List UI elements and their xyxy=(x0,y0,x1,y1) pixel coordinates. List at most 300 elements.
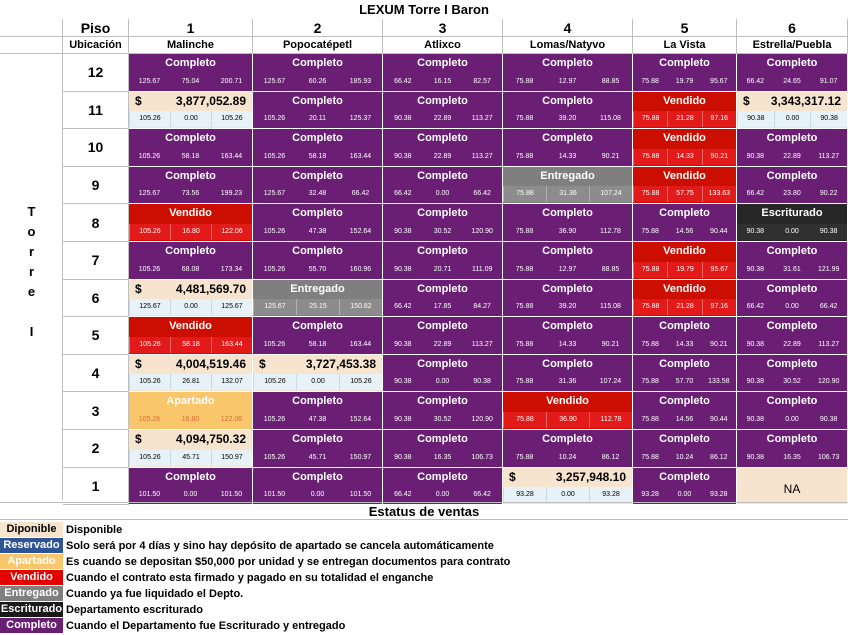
area-value: 199.23 xyxy=(220,190,243,198)
unit-cell[interactable] xyxy=(737,129,848,167)
area-value: 120.90 xyxy=(471,227,493,235)
unit-cell[interactable] xyxy=(737,430,848,468)
unit-cell[interactable] xyxy=(737,317,848,355)
unit-status-label: Completo xyxy=(417,169,468,182)
unit-cell[interactable] xyxy=(737,92,848,130)
unit-status-label: Vendido xyxy=(663,282,706,295)
unit-status-label: NA xyxy=(783,481,801,496)
unit-status-label: Completo xyxy=(165,169,216,182)
unit-area-values xyxy=(503,487,632,503)
area-value: 122.06 xyxy=(220,415,243,423)
area-value: 105.26 xyxy=(263,453,286,461)
tower-letter: T xyxy=(27,204,36,219)
unit-cell[interactable] xyxy=(503,242,633,280)
area-value: 0.00 xyxy=(170,299,211,315)
unit-cell[interactable] xyxy=(737,204,848,242)
unit-cell[interactable] xyxy=(129,92,253,130)
area-value: 125.67 xyxy=(263,77,286,85)
area-value: 14.33 xyxy=(558,340,577,348)
floor-label-12: 12 xyxy=(63,54,129,92)
area-value: 14.33 xyxy=(558,152,577,160)
area-value: 90.38 xyxy=(394,340,412,348)
area-value: 90.44 xyxy=(710,227,728,235)
unit-status-label: Completo xyxy=(542,94,593,107)
unit-cell[interactable] xyxy=(503,204,633,242)
unit-area-values xyxy=(383,111,502,127)
area-value: 0.00 xyxy=(785,227,799,235)
currency-symbol: $ xyxy=(135,432,142,446)
unit-area-values xyxy=(129,487,252,503)
unit-cell[interactable] xyxy=(383,392,503,430)
area-value: 66.42 xyxy=(394,190,412,198)
area-value: 32.48 xyxy=(308,190,327,198)
unit-area-values xyxy=(503,450,632,466)
area-value: 30.52 xyxy=(433,227,452,235)
area-value: 0.00 xyxy=(774,111,811,127)
area-value: 113.27 xyxy=(471,152,493,160)
unit-status-label: Completo xyxy=(292,433,343,445)
area-value: 0.00 xyxy=(435,378,450,386)
floor-label-3: 3 xyxy=(63,392,129,430)
unit-cell[interactable] xyxy=(503,430,633,468)
piso-number-2: 2 xyxy=(253,19,383,37)
area-value: 107.24 xyxy=(599,378,622,386)
area-value: 66.42 xyxy=(351,190,370,198)
area-value: 173.34 xyxy=(220,265,243,273)
unit-status-label: Completo xyxy=(292,470,343,483)
unit-cell[interactable] xyxy=(503,468,633,506)
area-value: 200.71 xyxy=(220,77,243,85)
unit-cell[interactable] xyxy=(503,392,633,430)
area-value: 125.37 xyxy=(349,115,372,123)
floor-label-7: 7 xyxy=(63,242,129,280)
area-value: 105.26 xyxy=(138,415,161,423)
unit-cell[interactable] xyxy=(633,280,737,318)
legend-description: Disponible xyxy=(66,524,123,536)
currency-symbol: $ xyxy=(259,356,266,371)
area-value: 75.88 xyxy=(633,299,667,315)
unit-cell[interactable] xyxy=(633,54,737,92)
piso-number-6: 6 xyxy=(737,19,848,37)
unit-cell[interactable] xyxy=(383,129,503,167)
area-value: 75.88 xyxy=(633,111,667,127)
unit-status-label: Completo xyxy=(766,395,818,408)
unit-price: 3,727,453.38 xyxy=(305,356,376,371)
unit-cell[interactable] xyxy=(129,280,253,318)
area-value: 66.42 xyxy=(394,303,412,311)
area-value: 90.21 xyxy=(710,340,728,348)
unit-cell[interactable] xyxy=(633,204,737,242)
area-value: 75.88 xyxy=(641,415,659,423)
unit-cell[interactable] xyxy=(129,430,253,468)
unit-status-label: Completo xyxy=(542,282,593,295)
area-value: 12.97 xyxy=(558,77,577,85)
unit-area-values xyxy=(253,186,382,202)
unit-cell[interactable] xyxy=(383,430,503,468)
unit-area-values xyxy=(129,186,252,202)
area-value: 16.35 xyxy=(433,453,452,461)
unit-status-label: Completo xyxy=(417,207,468,220)
unit-status-label: Completo xyxy=(292,245,343,257)
unit-cell[interactable] xyxy=(129,242,253,280)
unit-cell[interactable] xyxy=(737,392,848,430)
tower-letter: I xyxy=(29,324,34,339)
unit-status-label xyxy=(129,430,252,449)
unit-cell[interactable] xyxy=(503,317,633,355)
legend-description: Cuando ya fue liquidado el Depto. xyxy=(66,588,244,600)
unit-cell[interactable] xyxy=(737,355,848,393)
area-value: 163.44 xyxy=(211,337,252,353)
area-value: 163.44 xyxy=(220,152,243,160)
area-value: 101.50 xyxy=(349,491,372,499)
floor-label-6: 6 xyxy=(63,280,129,318)
area-value: 75.88 xyxy=(515,115,534,123)
unit-area-values xyxy=(633,337,736,353)
unit-area-values xyxy=(253,337,382,353)
unit-status-label: Vendido xyxy=(169,207,212,220)
area-value: 75.88 xyxy=(515,265,534,273)
area-value: 163.44 xyxy=(349,340,372,348)
piso-number-1: 1 xyxy=(129,19,253,37)
unit-cell[interactable] xyxy=(633,167,737,205)
floor-label-9: 9 xyxy=(63,167,129,205)
unit-area-values xyxy=(503,412,632,428)
area-value: 97.16 xyxy=(702,299,736,315)
unit-cell[interactable] xyxy=(383,468,503,506)
area-value: 30.52 xyxy=(433,415,452,423)
unit-area-values xyxy=(253,412,382,428)
floor-label-5: 5 xyxy=(63,317,129,355)
area-value: 90.38 xyxy=(746,378,765,386)
unit-cell[interactable] xyxy=(633,317,737,355)
area-value: 152.64 xyxy=(349,415,372,423)
unit-area-values xyxy=(633,224,736,240)
unit-cell[interactable] xyxy=(383,204,503,242)
area-value: 90.38 xyxy=(819,227,838,235)
unit-cell[interactable] xyxy=(633,392,737,430)
unit-area-values xyxy=(503,224,632,240)
unit-status-label xyxy=(129,355,252,374)
unit-cell[interactable] xyxy=(129,317,253,355)
unit-cell[interactable] xyxy=(253,204,383,242)
area-value: 90.22 xyxy=(819,190,838,198)
unit-cell[interactable] xyxy=(633,468,737,506)
unit-status-label: Completo xyxy=(417,357,468,370)
area-value: 111.09 xyxy=(471,265,493,273)
area-value: 36.90 xyxy=(546,412,589,428)
legend-row-completo xyxy=(0,618,848,634)
area-value: 55.70 xyxy=(308,265,327,273)
area-value: 66.42 xyxy=(819,303,838,311)
area-value: 30.52 xyxy=(783,378,801,386)
unit-status-label: Completo xyxy=(417,470,468,483)
unit-cell[interactable] xyxy=(383,355,503,393)
tower-letter: e xyxy=(27,284,36,299)
currency-symbol: $ xyxy=(135,281,142,296)
unit-cell[interactable] xyxy=(633,242,737,280)
unit-cell[interactable] xyxy=(253,468,383,506)
area-value: 22.89 xyxy=(433,115,452,123)
area-value: 101.50 xyxy=(138,491,161,499)
area-value: 120.90 xyxy=(817,378,840,386)
unit-cell[interactable] xyxy=(737,167,848,205)
unit-area-values xyxy=(383,374,502,390)
unit-status-label: Completo xyxy=(659,470,710,483)
unit-cell[interactable] xyxy=(383,167,503,205)
legend-row-entregado xyxy=(0,586,848,602)
unit-status-label: Completo xyxy=(417,433,468,445)
unit-cell[interactable] xyxy=(383,54,503,92)
unit-cell[interactable] xyxy=(503,167,633,205)
unit-status-label: Completo xyxy=(766,57,818,69)
unit-cell[interactable] xyxy=(253,92,383,130)
unit-status-label: Completo xyxy=(165,132,216,145)
unit-status-label: Apartado xyxy=(166,395,215,408)
legend-title: Estatus de ventas xyxy=(0,502,848,520)
unit-cell[interactable] xyxy=(503,92,633,130)
unit-status-label: Completo xyxy=(766,357,818,370)
unit-area-values xyxy=(129,374,252,390)
area-value: 75.88 xyxy=(633,262,667,278)
unit-status-label: Vendido xyxy=(546,395,589,408)
area-value: 121.99 xyxy=(817,265,840,273)
unit-cell[interactable] xyxy=(253,54,383,92)
area-value: 75.88 xyxy=(515,227,534,235)
unit-cell[interactable] xyxy=(737,280,848,318)
unit-cell[interactable] xyxy=(633,430,737,468)
unit-cell[interactable] xyxy=(503,355,633,393)
unit-cell[interactable] xyxy=(253,242,383,280)
unit-area-values xyxy=(633,450,736,466)
unit-status-label xyxy=(129,280,252,299)
area-value: 20.11 xyxy=(309,115,326,123)
legend-row-reservado xyxy=(0,538,848,554)
area-value: 36.90 xyxy=(558,227,577,235)
area-value: 105.26 xyxy=(138,152,161,160)
area-value: 95.67 xyxy=(702,262,736,278)
area-value: 75.88 xyxy=(515,378,534,386)
unit-area-values xyxy=(253,111,382,127)
area-value: 86.12 xyxy=(710,453,728,461)
area-value: 152.64 xyxy=(349,227,372,235)
unit-cell[interactable] xyxy=(383,92,503,130)
unit-status-label: Entregado xyxy=(290,282,345,295)
unit-area-values xyxy=(737,74,847,90)
legend-description: Departamento escriturado xyxy=(66,604,203,616)
piso-header: Piso xyxy=(63,19,129,37)
unit-area-values xyxy=(633,374,736,390)
unit-cell[interactable] xyxy=(253,355,383,393)
area-value: 0.00 xyxy=(677,491,692,499)
floor-label-2: 2 xyxy=(63,430,129,468)
piso-number-3: 3 xyxy=(383,19,503,37)
unit-status-label: Completo xyxy=(417,132,468,145)
unit-status-label: Completo xyxy=(766,320,818,333)
legend-row-apartado xyxy=(0,554,848,570)
unit-cell[interactable] xyxy=(129,167,253,205)
unit-status-label: Completo xyxy=(417,57,468,69)
area-value: 125.67 xyxy=(211,299,252,315)
unit-cell[interactable] xyxy=(633,92,737,130)
area-value: 16.15 xyxy=(433,77,452,85)
unit-status-label: Completo xyxy=(165,245,216,257)
unit-cell[interactable] xyxy=(129,468,253,506)
unit-area-values xyxy=(737,224,847,240)
area-value: 90.38 xyxy=(737,111,774,127)
unit-cell[interactable] xyxy=(253,430,383,468)
tower-letter: r xyxy=(28,264,35,279)
area-value: 12.97 xyxy=(558,265,577,273)
unit-status-label: Completo xyxy=(292,94,343,107)
unit-area-values xyxy=(383,450,502,466)
area-value: 66.42 xyxy=(746,77,765,85)
unit-status-label: Completo xyxy=(292,320,343,333)
area-value: 90.38 xyxy=(394,415,412,423)
ubicacion-3: Atlixco xyxy=(383,37,503,54)
area-value: 88.85 xyxy=(601,77,620,85)
floor-label-10: 10 xyxy=(63,129,129,167)
floor-label-1: 1 xyxy=(63,468,129,506)
unit-status-label: Vendido xyxy=(663,169,706,182)
unit-area-values xyxy=(503,111,632,127)
area-value: 113.27 xyxy=(471,115,493,123)
unit-area-values xyxy=(383,262,502,278)
unit-cell[interactable] xyxy=(253,317,383,355)
unit-cell[interactable] xyxy=(383,242,503,280)
unit-area-values xyxy=(633,74,736,90)
legend-row-vendido xyxy=(0,570,848,586)
unit-area-values xyxy=(253,299,382,315)
unit-area-values xyxy=(633,149,736,165)
area-value: 90.38 xyxy=(746,152,765,160)
area-value: 19.79 xyxy=(667,262,701,278)
area-value: 45.71 xyxy=(308,453,327,461)
unit-status-label xyxy=(253,355,382,374)
area-value: 125.67 xyxy=(263,190,286,198)
area-value: 101.50 xyxy=(263,491,286,499)
area-value: 31.36 xyxy=(546,186,589,202)
legend-swatch-completo: Completo xyxy=(0,618,63,633)
area-value: 133.58 xyxy=(708,378,730,386)
legend-description: Es cuando se depositan $50,000 por unidad y se entregan documentos para contrato xyxy=(66,556,511,568)
unit-status-label xyxy=(737,92,847,111)
area-value: 0.00 xyxy=(435,491,450,499)
unit-cell[interactable] xyxy=(503,54,633,92)
unit-cell[interactable] xyxy=(129,204,253,242)
area-value: 105.26 xyxy=(339,374,382,390)
area-value: 19.79 xyxy=(675,77,694,85)
unit-cell[interactable] xyxy=(253,392,383,430)
unit-cell[interactable] xyxy=(129,392,253,430)
area-value: 97.16 xyxy=(702,111,736,127)
ubicacion-2: Popocatépetl xyxy=(253,37,383,54)
unit-area-values xyxy=(503,262,632,278)
area-value: 14.56 xyxy=(675,227,694,235)
unit-status-label: Vendido xyxy=(663,94,706,107)
area-value: 14.56 xyxy=(675,415,694,423)
area-value: 105.26 xyxy=(129,450,170,466)
unit-status-label: Completo xyxy=(292,207,343,220)
unit-cell[interactable] xyxy=(383,280,503,318)
unit-status-label: Completo xyxy=(542,132,593,145)
area-value: 120.90 xyxy=(471,415,493,423)
unit-cell[interactable] xyxy=(503,129,633,167)
unit-status-label: Vendido xyxy=(663,132,706,145)
unit-area-values xyxy=(737,149,847,165)
area-value: 105.26 xyxy=(263,265,286,273)
area-value: 107.24 xyxy=(589,186,632,202)
area-value: 90.38 xyxy=(394,152,412,160)
area-value: 47.38 xyxy=(308,227,327,235)
unit-cell[interactable] xyxy=(737,468,848,506)
unit-cell[interactable] xyxy=(383,317,503,355)
unit-cell[interactable] xyxy=(253,167,383,205)
unit-cell[interactable] xyxy=(503,280,633,318)
area-value: 105.26 xyxy=(263,415,286,423)
area-value: 66.42 xyxy=(394,77,412,85)
unit-status-label: Completo xyxy=(659,320,710,333)
unit-status-label: Vendido xyxy=(169,320,212,333)
currency-symbol: $ xyxy=(509,469,516,484)
legend-row-disponible xyxy=(0,522,848,538)
legend-description: Solo será por 4 días y sino hay depósito de apartado se cancela automáticamente xyxy=(66,540,494,552)
unit-area-values xyxy=(383,337,502,353)
legend-swatch-entregado: Entregado xyxy=(0,586,63,601)
ubicacion-1: Malinche xyxy=(129,37,253,54)
unit-area-values xyxy=(737,262,847,278)
unit-area-values xyxy=(129,299,252,315)
unit-cell[interactable] xyxy=(129,129,253,167)
unit-area-values xyxy=(383,299,502,315)
unit-cell[interactable] xyxy=(633,129,737,167)
unit-status-label: Completo xyxy=(165,470,216,483)
area-value: 86.12 xyxy=(601,453,620,461)
area-value: 90.38 xyxy=(394,115,412,123)
area-value: 17.85 xyxy=(433,303,452,311)
unit-cell[interactable] xyxy=(253,129,383,167)
unit-cell[interactable] xyxy=(129,54,253,92)
area-value: 105.26 xyxy=(263,227,286,235)
unit-cell[interactable] xyxy=(737,242,848,280)
area-value: 75.88 xyxy=(515,340,534,348)
unit-status-label: Completo xyxy=(766,282,818,295)
unit-status-label xyxy=(129,92,252,111)
unit-area-values xyxy=(129,74,252,90)
unit-cell[interactable] xyxy=(129,355,253,393)
area-value: 90.21 xyxy=(601,152,620,160)
area-value: 0.00 xyxy=(183,491,198,499)
legend-swatch-vendido: Vendido xyxy=(0,570,63,585)
area-value: 22.89 xyxy=(783,340,801,348)
unit-cell[interactable] xyxy=(737,54,848,92)
ubicacion-header: Ubicación xyxy=(63,37,129,54)
unit-cell[interactable] xyxy=(253,280,383,318)
tower-letter: o xyxy=(27,224,36,239)
area-value: 10.24 xyxy=(675,453,694,461)
area-value: 105.26 xyxy=(263,152,286,160)
area-value: 39.20 xyxy=(558,115,577,123)
unit-price: 4,004,519.46 xyxy=(175,356,246,371)
area-value: 112.78 xyxy=(589,412,632,428)
area-value: 75.88 xyxy=(633,149,667,165)
area-value: 68.08 xyxy=(181,265,200,273)
corner-cell-lower xyxy=(0,37,63,54)
area-value: 90.38 xyxy=(810,111,847,127)
area-value: 115.08 xyxy=(600,303,621,311)
area-value: 22.89 xyxy=(433,340,452,348)
unit-cell[interactable] xyxy=(633,355,737,393)
unit-area-values xyxy=(503,74,632,90)
